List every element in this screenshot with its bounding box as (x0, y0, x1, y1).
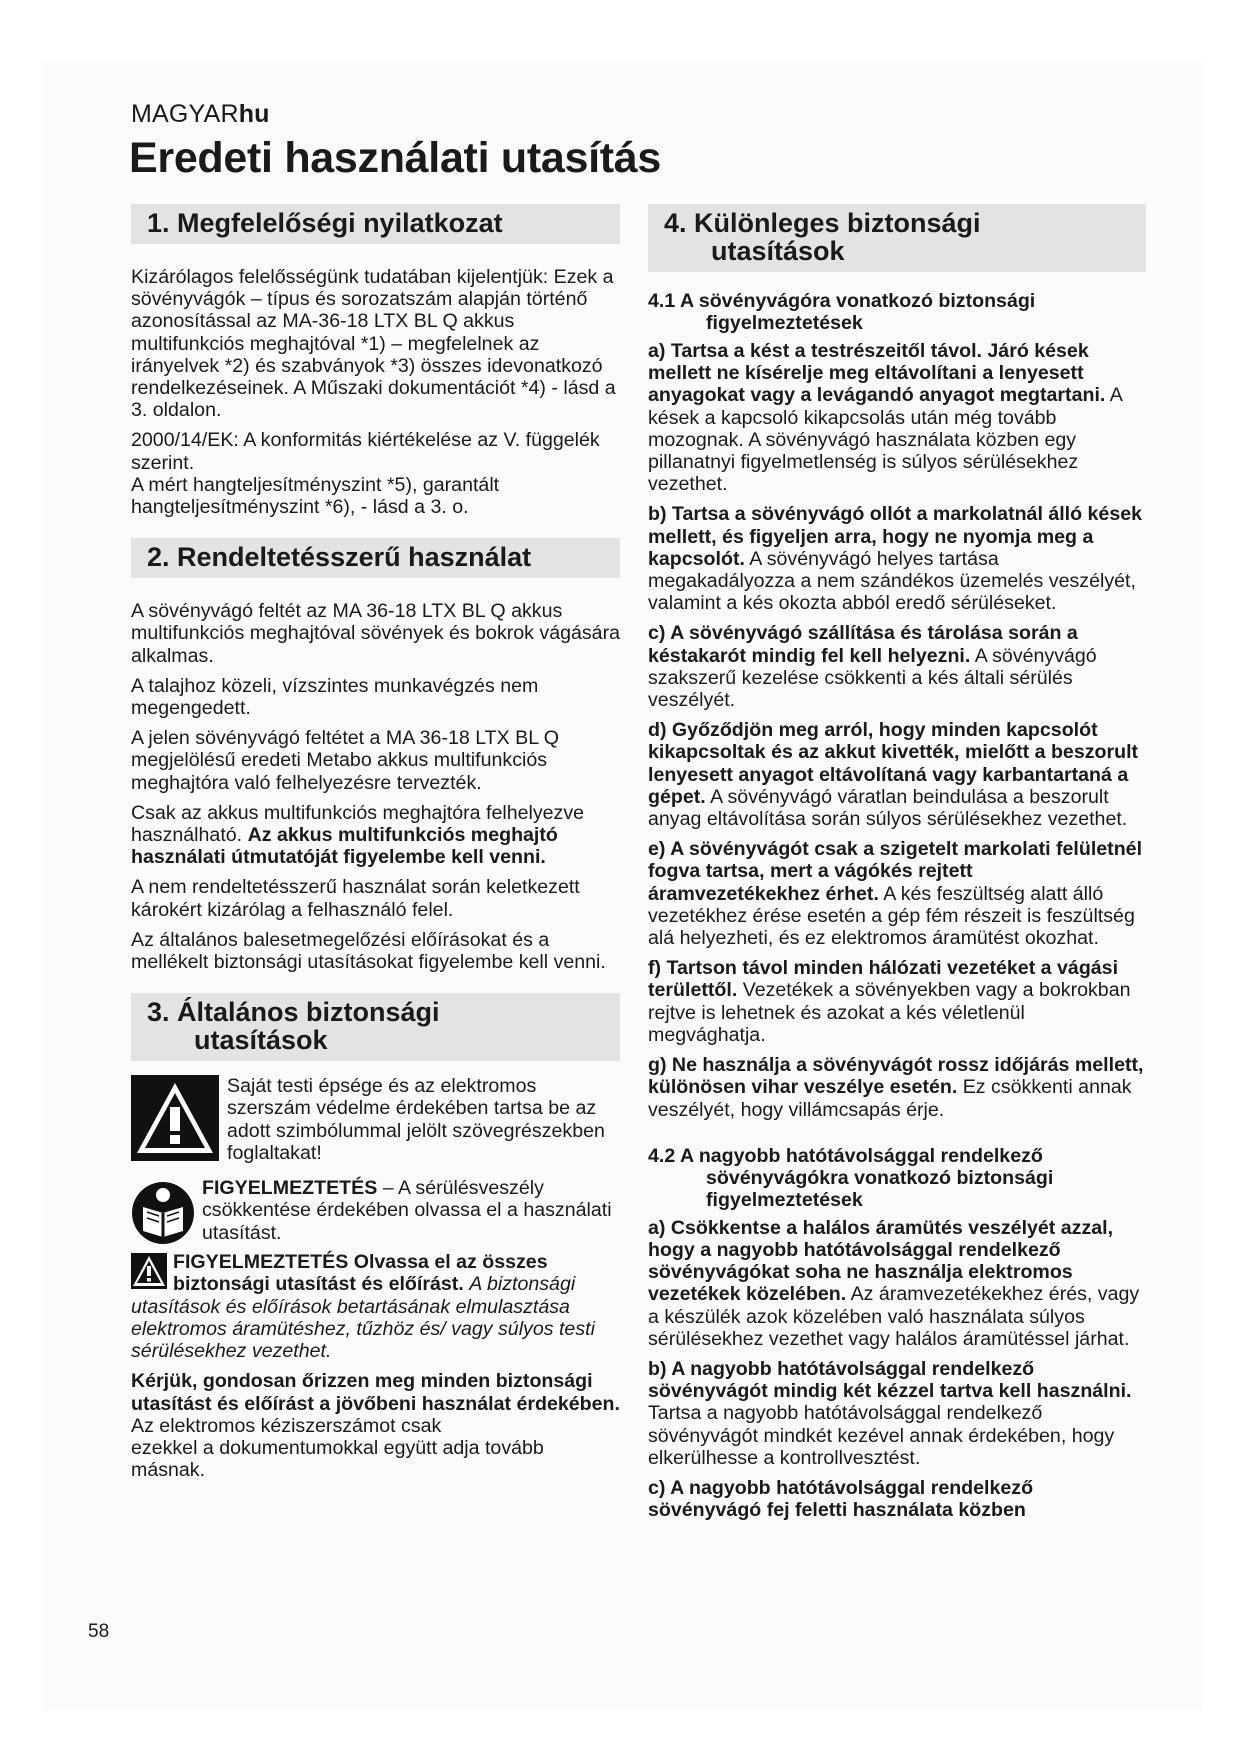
read-all-warning: FIGYELMEZTETÉS Olvassa el az összes biztonsági utasítást és előírást. A biztonsági utasítások és előírások betartásának elmulasztása elektromos áramütéshez, tűzhöz és/ vagy súlyos testi sérülésekhez vezethet. (131, 1251, 595, 1363)
safety-item-a2: a) Csökkentse a halálos áramütés veszélyét azzal, hogy a nagyobb hatótávolsággal rendelkező sövényvágókat soha ne használja elektromos vezetékek közelében. Az áramvezetékekhez érés, vagy a készülék azok közelében való használata súlyos sérülésekhez vezethet vagy halálos áramütéssel járhat. (648, 1216, 1140, 1350)
section-1-heading: 1. Megfelelőségi nyilatkozat (131, 204, 620, 244)
page-title: Eredeti használati utasítás (129, 134, 661, 182)
safety-item-a: a) Tartsa a kést a testrészeitől távol. Járó kések mellett ne kísérelje meg eltávolítani a lenyesett anyagokat vagy a levágandó anyagot megtartani. A kések a kapcsoló kikapcsolás után még tovább mozognak. A sövényvágó használata közben egy pillanatnyi figyelmetlenség is súlyos sérülésekhez vezethet. (648, 340, 1122, 496)
safety-item-c: c) A sövényvágó szállítása és tárolása során a késtakarót mindig fel kell helyezni. A sövényvágó szakszerű kezelése csökkenti a kés általi sérülés veszélyét. (648, 622, 1097, 712)
section-2-paragraph: A nem rendeltetésszerű használat során keletkezett károkért kizárólag a felhasználó felel. (131, 876, 580, 921)
subsection-4-1-heading: 4.1 A sövényvágóra vonatkozó biztonsági figyelmeztetések (648, 290, 1036, 334)
section-2-heading: 2. Rendeltetésszerű használat (131, 538, 620, 578)
safety-item-f: f) Tartson távol minden hálózati vezetéket a vágási területtől. Vezetékek a sövényekben vagy a bokrokban rejtve is lehetnek és azokat a kés véletlenül megvághatja. (648, 957, 1131, 1046)
safety-item-c2: c) A nagyobb hatótávolsággal rendelkező sövényvágó fej feletti használata közben (648, 1476, 1034, 1522)
section-1-paragraph-2: 2000/14/EK: A konformitás kiértékelése az V. függelék szerint. A mért hangteljesítményszint *5), garantált hangteljesítményszint *6), - lásd a 3. o. (131, 429, 600, 519)
language-label: MAGYARhu (131, 100, 270, 128)
section-3-heading: 3. Általános biztonsági utasítások (131, 993, 620, 1061)
warning-symbol-note: Saját testi épsége és az elektromos szerszám védelme érdekében tartsa be az adott szimbólummal jelölt szövegrészekben foglaltakat! (131, 1075, 620, 1167)
warning-triangle-icon (131, 1075, 219, 1161)
read-manual-note: FIGYELMEZTETÉS – A sérülésveszély csökkentése érdekében olvassa el a használati utasítást. (131, 1177, 620, 1245)
section-2-paragraph: A jelen sövényvágó feltétet a MA 36-18 LTX BL Q megjelölésű eredeti Metabo akkus multifunkciós meghajtóra való felhelyezésre tervezték. (131, 727, 560, 794)
section-2-paragraph: A talajhoz közeli, vízszintes munkavégzés nem megengedett. (131, 674, 539, 720)
read-manual-icon (131, 1181, 195, 1245)
section-4-heading: 4. Különleges biztonsági utasítások (648, 204, 1146, 272)
left-column (131, 204, 620, 1481)
section-2-paragraph: Az általános balesetmegelőzési előírásokat és a mellékelt biztonsági utasításokat figyelembe kell venni. (131, 928, 606, 974)
section-2-paragraph: Csak az akkus multifunkciós meghajtóra felhelyezve használható. Az akkus multifunkciós meghajtó használati útmutatóját figyelembe kell venni. (131, 801, 585, 869)
section-1-paragraph: Kizárólagos felelősségünk tudatában kijelentjük: Ezek a sövényvágók – típus és sorozatszám alapján történő azonosítással az MA-36-18 LTX BL Q akkus multifunkciós meghajtóval *1) – megfelelnek az irányelvek *2) és szabványok *3) összes idevonatkozó rendelkezéseinek. A Műszaki dokumentációt *4) - lásd a 3. oldalon. (131, 266, 616, 422)
right-column (648, 204, 1146, 1529)
safety-item-b: b) Tartsa a sövényvágó ollót a markolatnál álló kések mellett, és figyeljen arra, hogy ne nyomja meg a kapcsolót. A sövényvágó helyes tartása megakadályozza a nem szándékos üzemelés veszélyét, valamint a kés okozta abból eredő sérüléseket. (648, 503, 1143, 615)
safety-item-b2: b) A nagyobb hatótávolsággal rendelkező sövényvágót mindig két kézzel tartva kell használni. Tartsa a nagyobb hatótávolsággal rendelkező sövényvágót mindkét kezével annak érdekében, hogy elkerülhesse a kontrollvesztést. (648, 1357, 1132, 1469)
warning-triangle-small-icon (131, 1253, 167, 1294)
safety-item-d: d) Győződjön meg arról, hogy minden kapcsolót kikapcsoltak és az akkut kivették, mielőtt a beszorult lenyesett anyagot eltávolítaná vagy karbantartaná a gépet. A sövényvágó váratlan beindulása a beszorult anyag eltávolítása során súlyos sérülésekhez vezethet. (648, 719, 1139, 831)
safety-item-e: e) A sövényvágót csak a szigetelt markolati felületnél fogva tartsa, mert a vágókés rejtett áramvezetékekhez érhet. A kés feszültség alatt álló vezetékhez érése esetén a gép fém részeit is feszültség alá helyezheti, és ez elektromos áramütést okozhat. (648, 838, 1143, 950)
keep-instructions: Kérjük, gondosan őrizzen meg minden biztonsági utasítást és előírást a jövőbeni használat érdekében. Az elektromos kéziszerszámot csak ezekkel a dokumentumokkal együtt adja tovább másnak. (131, 1370, 620, 1482)
page-number: 58 (88, 1621, 110, 1642)
safety-item-g: g) Ne használja a sövényvágót rossz időjárás mellett, különösen vihar veszélye esetén. Ez csökkenti annak veszélyét, hogy villámcsapás érje. (648, 1054, 1144, 1121)
section-2-paragraph: A sövényvágó feltét az MA 36-18 LTX BL Q akkus multifunkciós meghajtóval sövények és bokrok vágására alkalmas. (131, 600, 621, 667)
subsection-4-2-heading: 4.2 A nagyobb hatótávolsággal rendelkező sövényvágókra vonatkozó biztonsági figyelmeztetések (648, 1144, 1054, 1211)
